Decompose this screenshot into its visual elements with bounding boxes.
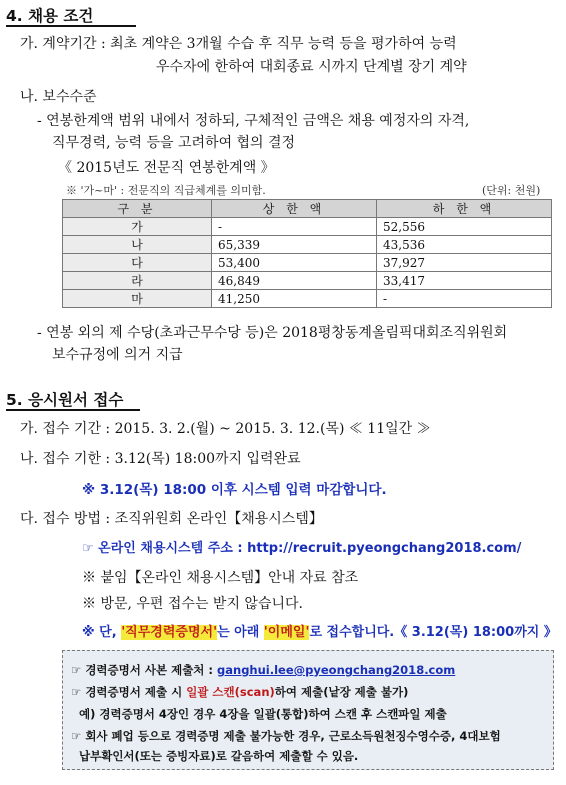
application-period: 가. 접수 기간 : 2015. 3. 2.(월) ~ 2015. 3. 12.(목) ≪ 11일간 ≫ (20, 421, 431, 437)
cell-max: - (212, 218, 377, 236)
allowance-bullet: - 연봉 외의 제 수당(초과근무수당 등)은 2018평창동계올림픽대회조직위원회 (37, 325, 508, 341)
email-label: ☞ 경력증명서 사본 제출처 : (71, 663, 218, 677)
cell-max: 46,849 (212, 272, 377, 290)
email-link[interactable]: ganghui.lee@pyeongchang2018.com (217, 663, 456, 677)
salary-table (62, 199, 552, 308)
cell-min: - (377, 290, 552, 308)
scan-pre: ☞ 경력증명서 제출 시 (71, 685, 187, 699)
section5-title: 5. 응시원서 접수 (6, 391, 124, 409)
table-unit: (단위: 천원) (482, 184, 541, 197)
note-email-post: 로 접수합니다.《 3.12(목) 18:00까지 》 (309, 625, 557, 640)
table-note: ※ '가~마' : 전문직의 직급체계를 의미함. (66, 184, 266, 197)
table-caption: 《 2015년도 전문직 연봉한계액 》 (58, 160, 275, 176)
note-email-submission (82, 621, 557, 640)
cell-max: 41,250 (212, 290, 377, 308)
cell-grade: 마 (63, 290, 212, 308)
scan-post: 하여 제출(낱장 제출 불가) (274, 685, 409, 699)
note-email-mid: 는 아래 (217, 625, 264, 640)
scan-highlight: 일괄 스캔(scan) (186, 685, 275, 699)
cell-min: 33,417 (377, 272, 552, 290)
online-system-url[interactable]: http://recruit.pyeongchang2018.com/ (247, 541, 522, 556)
table-row (63, 218, 552, 236)
salary-bullet-1: - 연봉한계액 범위 내에서 정하되, 구체적인 금액은 채용 예정자의 자격, (37, 113, 470, 129)
header-category: 구 분 (63, 200, 212, 218)
online-system-label: ☞ 온라인 채용시스템 주소 : (82, 541, 248, 556)
submission-info-box (62, 650, 554, 770)
cell-max: 65,339 (212, 236, 377, 254)
box-line-closure: ☞ 회사 폐업 등으로 경력증명 제출 불가능한 경우, 근로소득원천징수영수증, 4대보험 (71, 729, 501, 743)
contract-period: 가. 계약기간 : 최초 계약은 3개월 수습 후 직무 능력 등을 평가하여 능력 (20, 36, 457, 52)
table-row (63, 272, 552, 290)
highlight-career-cert: '직무경력증명서' (121, 625, 218, 640)
table-row (63, 254, 552, 272)
note-attachment: ※ 붙임【온라인 채용시스템】안내 자료 참조 (82, 570, 359, 586)
application-deadline: 나. 접수 기한 : 3.12(목) 18:00까지 입력완료 (20, 451, 301, 467)
note-email-pre: ※ 단, (82, 625, 122, 640)
cell-min: 43,536 (377, 236, 552, 254)
salary-heading: 나. 보수수준 (20, 89, 97, 105)
table-header-row (63, 200, 552, 218)
application-method: 다. 접수 방법 : 조직위원회 온라인【채용시스템】 (20, 511, 323, 527)
box-line-email (71, 662, 455, 678)
contract-period-cont: 우수자에 한하여 대회종료 시까지 단계별 장기 계약 (156, 59, 467, 75)
header-min: 하 한 액 (377, 200, 552, 218)
box-line-scan (71, 684, 408, 700)
box-line-closure-cont: 납부확인서(또는 증빙자료)로 갈음하여 제출할 수 있음. (79, 749, 359, 763)
deadline-warning: ※ 3.12(목) 18:00 이후 시스템 입력 마감합니다. (82, 482, 387, 498)
cell-grade: 나 (63, 236, 212, 254)
section4-title-underline (6, 25, 136, 27)
box-line-example: 예) 경력증명서 4장인 경우 4장을 일괄(통합)하여 스캔 후 스캔파일 제출 (79, 707, 447, 721)
section4-title: 4. 채용 조건 (6, 7, 94, 25)
header-max: 상 한 액 (212, 200, 377, 218)
cell-grade: 다 (63, 254, 212, 272)
highlight-email: '이메일' (263, 625, 310, 640)
allowance-bullet-cont: 보수규정에 의거 지급 (52, 347, 183, 363)
cell-grade: 가 (63, 218, 212, 236)
table-row (63, 290, 552, 308)
online-system-address (82, 537, 521, 556)
cell-max: 53,400 (212, 254, 377, 272)
note-no-visit: ※ 방문, 우편 접수는 받지 않습니다. (82, 596, 303, 612)
table-row (63, 236, 552, 254)
section5-title-underline (6, 409, 140, 411)
cell-min: 37,927 (377, 254, 552, 272)
cell-min: 52,556 (377, 218, 552, 236)
cell-grade: 라 (63, 272, 212, 290)
salary-bullet-1-cont: 직무경력, 능력 등을 고려하여 협의 결정 (52, 135, 296, 151)
